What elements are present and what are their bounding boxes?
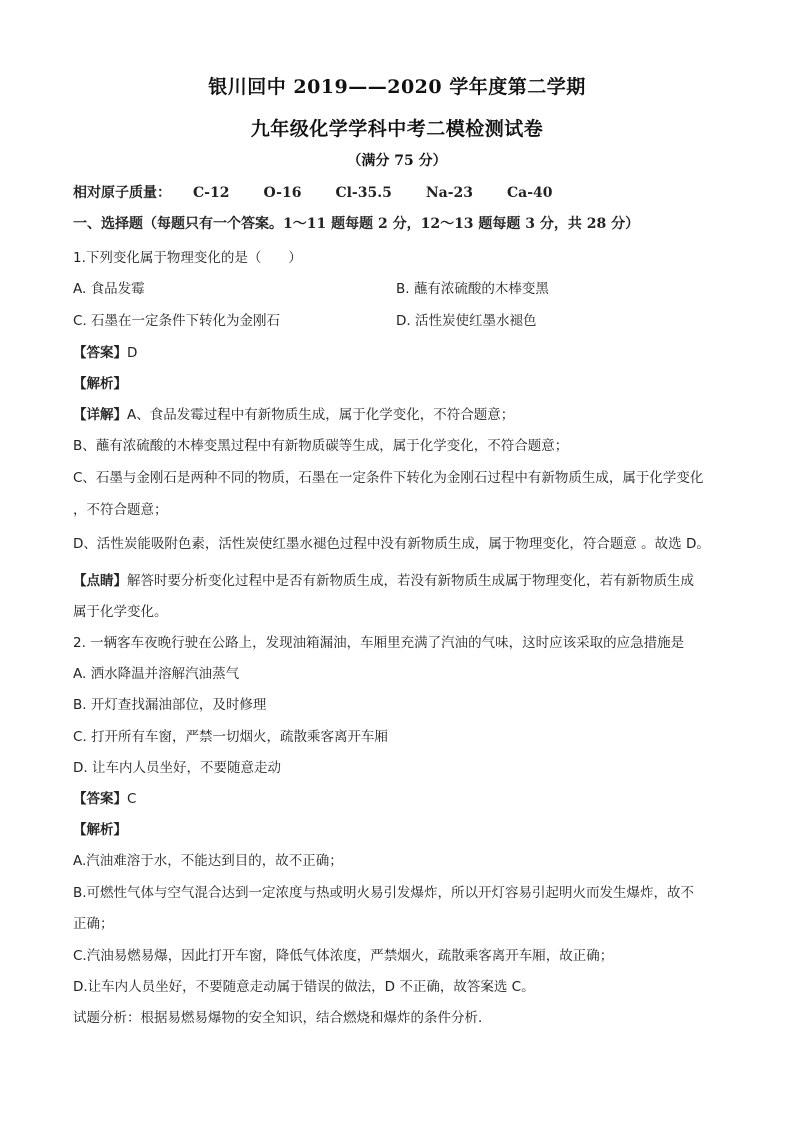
- question-1-tip-cont: 属于化学变化。: [73, 604, 168, 620]
- question-2-analysis-a: A.汽油难溶于水，不能达到目的，故不正确；: [73, 853, 343, 869]
- question-1-option-b: B. 蘸有浓硫酸的木棒变黑: [396, 281, 549, 297]
- exam-subtitle: 九年级化学学科中考二模检测试卷: [250, 118, 544, 140]
- question-2-answer: [73, 787, 136, 807]
- question-1-analysis-tag: 【解析】: [73, 376, 127, 392]
- question-2-option-c: C. 打开所有车窗，严禁一切烟火，疏散乘客离开车厢: [73, 729, 389, 745]
- atomic-mass-item: O-16: [263, 185, 302, 201]
- question-1-answer: [73, 341, 137, 361]
- answer-tag: 【答案】: [73, 791, 127, 807]
- question-1-tip: [73, 569, 694, 589]
- detail-tag: 【详解】: [73, 407, 127, 423]
- atomic-mass-item: C-12: [193, 185, 230, 201]
- question-1-detail-a: [73, 403, 514, 423]
- question-2-summary: 试题分析：根据易燃易爆物的安全知识，结合燃烧和爆炸的条件分析.: [73, 1010, 483, 1026]
- question-2-option-b: B. 开灯查找漏油部位，及时修理: [73, 697, 267, 713]
- tip-text: 解答时要分析变化过程中是否有新物质生成，若没有新物质生成属于物理变化，若有新物质生成: [127, 573, 694, 589]
- question-1-option-d: D. 活性炭使红墨水褪色: [396, 313, 537, 329]
- question-2-option-d: D. 让车内人员坐好，不要随意走动: [73, 760, 281, 776]
- question-1-detail-d: D、活性炭能吸附色素，活性炭使红墨水褪色过程中没有新物质生成，属于物理变化，符合题意 。故选 D。: [73, 536, 710, 552]
- section-heading: 一、选择题（每题只有一个答案。1～11 题每题 2 分，12～13 题每题 3 分，共 28 分）: [73, 216, 640, 232]
- atomic-mass-item: Na-23: [425, 185, 473, 201]
- answer-value: D: [127, 345, 138, 361]
- question-2-analysis-b: B.可燃性气体与空气混合达到一定浓度与热或明火易引发爆炸，所以开灯容易引起明火而发生爆炸，故不: [73, 885, 695, 901]
- atomic-mass-item: Ca-40: [507, 185, 553, 201]
- question-1-stem: 1.下列变化属于物理变化的是（ ）: [73, 250, 302, 266]
- question-2-option-a: A. 洒水降温并溶解汽油蒸气: [73, 666, 240, 682]
- question-1-detail-b: B、蘸有浓硫酸的木棒变黑过程中有新物质碳等生成，属于化学变化，不符合题意；: [73, 438, 569, 454]
- total-score: （满分 75 分）: [347, 153, 447, 169]
- answer-tag: 【答案】: [73, 345, 127, 361]
- atomic-mass-row: [73, 182, 587, 202]
- atomic-mass-item: Cl-35.5: [335, 185, 392, 201]
- question-2-analysis-tag: 【解析】: [73, 822, 127, 838]
- tip-tag: 【点睛】: [73, 573, 127, 589]
- question-2-analysis-c: C.汽油易燃易爆，因此打开车窗，降低气体浓度，严禁烟火，疏散乘客离开车厢，故正确；: [73, 948, 614, 964]
- atomic-mass-label: 相对原子质量：: [73, 185, 171, 201]
- answer-value: C: [127, 791, 137, 807]
- exam-title: 银川回中 2019——2020 学年度第二学期: [208, 76, 586, 98]
- question-2-analysis-d: D.让车内人员坐好，不要随意走动属于错误的做法，D 不正确，故答案选 C。: [73, 979, 535, 995]
- question-1-option-a: A. 食品发霉: [73, 281, 145, 297]
- question-1-detail-c: C、石墨与金刚石是两种不同的物质，石墨在一定条件下转化为金刚石过程中有新物质生成，属于化学变化: [73, 470, 704, 486]
- question-1-detail-c-cont: ，不符合题意；: [73, 502, 168, 518]
- question-2-analysis-b-cont: 正确；: [73, 916, 114, 932]
- detail-text: A、食品发霉过程中有新物质生成，属于化学变化，不符合题意；: [127, 407, 515, 423]
- question-2-stem: 2. 一辆客车夜晚行驶在公路上，发现油箱漏油，车厢里充满了汽油的气味，这时应该采取的应急措施是: [73, 635, 685, 651]
- question-1-option-c: C. 石墨在一定条件下转化为金刚石: [73, 313, 281, 329]
